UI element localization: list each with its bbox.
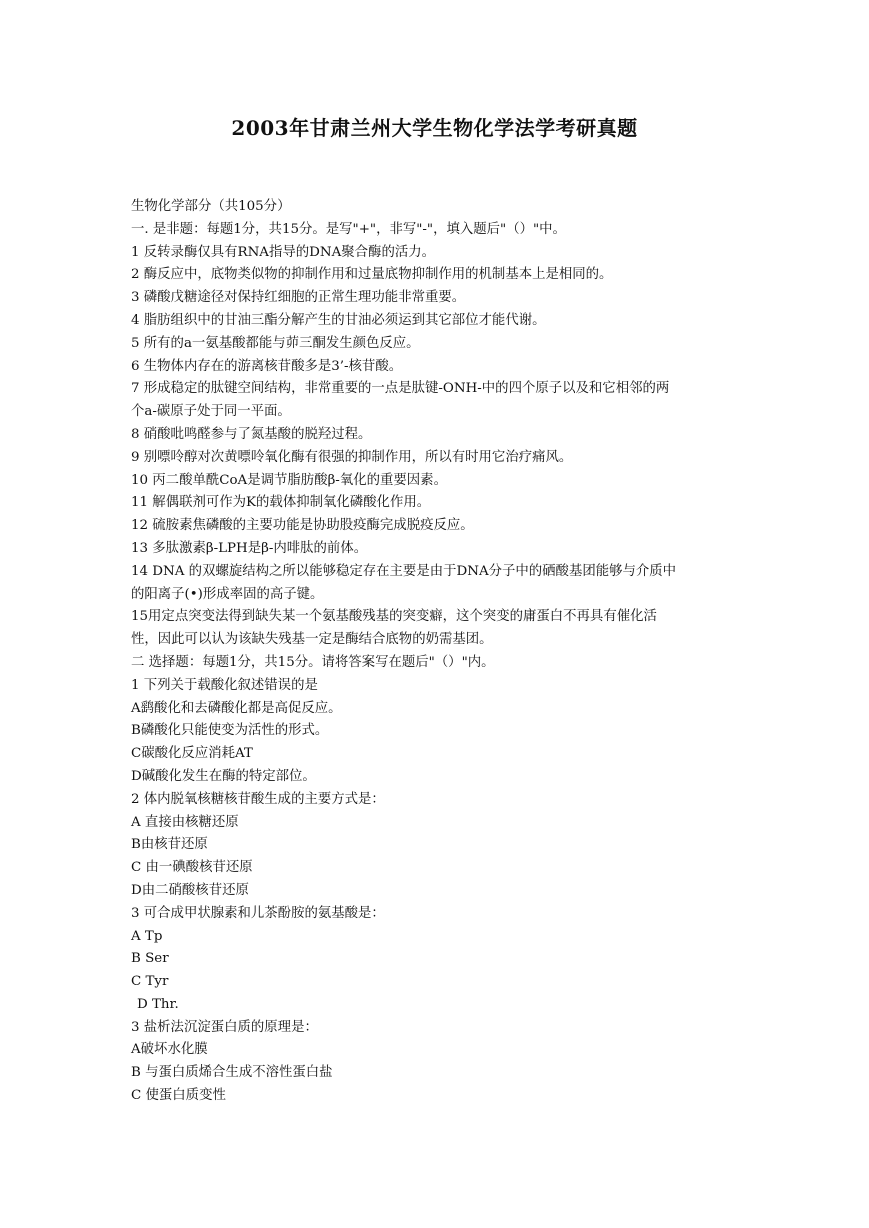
text-line: 2 体内脱氧核糖核苷酸生成的主要方式是：: [131, 791, 385, 807]
text-line: A破坏水化膜: [131, 1042, 208, 1058]
text-line: 2 酶反应中，底物类似物的抑制作用和过量底物抑制作用的机制基本上是相同的。: [131, 267, 613, 283]
text-line: 8 硝酸吡鸣醛参与了氮基酸的脱羟过程。: [131, 426, 372, 442]
text-line: 的阳离子(•)形成率固的高子键。: [131, 586, 324, 602]
text-line: D由二硝酸核苷还原: [131, 882, 249, 898]
text-line: 13 多肽激素β-LPH是β-内啡肽的前体。: [131, 540, 368, 556]
text-line: D碱酸化发生在酶的特定部位。: [131, 768, 316, 784]
document-title: 2003年甘肃兰州大学生物化学法学考研真题: [231, 116, 638, 140]
text-line: 5 所有的a一氨基酸都能与茆三酮发生颜色反应。: [131, 335, 420, 351]
text-line: 生物化学部分（共105分）: [131, 199, 291, 214]
text-line: C Tyr: [131, 974, 169, 990]
text-line: 7 形成稳定的肽键空间结构，非常重要的一点是肽键-ONH-中的四个原子以及和它相邻的两: [131, 381, 670, 397]
text-line: B由核苷还原: [131, 837, 208, 853]
text-line: B磷酸化只能使变为活性的形式。: [131, 723, 329, 739]
text-line: 1 反转录酶仅具有RNA指导的DNA聚合酶的活力。: [131, 244, 436, 260]
text-line: C碳酸化反应消耗AT: [131, 746, 253, 762]
text-line: 9 别嘌呤醇对次黄嘌呤氧化酶有很强的抑制作用，所以有时用它治疗痛风。: [131, 449, 573, 465]
text-line: 6 生物体内存在的游离核苷酸多是3’-核苷酸。: [131, 358, 403, 374]
text-line: 12 硫胺素焦磷酸的主要功能是协助股疫酶完成脱疫反应。: [131, 518, 474, 534]
text-line: 性，因此可以认为该缺失残基一定是酶结合底物的奶需基团。: [131, 632, 493, 648]
text-line: B 与蛋白质烯合生成不溶性蛋白盐: [131, 1065, 333, 1081]
text-line: 1 下列关于载酸化叙述错误的是: [131, 677, 318, 693]
text-line: 10 丙二酸单酰CoA是调节脂肪酸β-氧化的重要因素。: [131, 472, 447, 488]
text-line: A 直接由核糖还原: [131, 814, 239, 830]
text-line: 个a-碳原子处于同一平面。: [131, 404, 291, 420]
text-line: 二 选择题：每题1分，共15分。请将答案写在题后"（）"内。: [131, 654, 495, 670]
text-line: 11 解偶联剂可作为K的载体抑制氧化磷酸化作用。: [131, 495, 431, 511]
text-line: D Thr.: [137, 996, 179, 1012]
text-line: C 由一碘酸核苷还原: [131, 860, 253, 876]
text-line: 3 磷酸戊糖途径对保持红细胞的正常生理功能非常重要。: [131, 290, 466, 306]
text-line: 15用定点突变法得到缺失某一个氨基酸残基的突变癖，这个突变的庸蛋白不再具有催化活: [131, 609, 657, 625]
text-line: B Ser: [131, 951, 169, 967]
document-body: [131, 196, 741, 1108]
text-line: 14 DNA 的双螺旋结构之所以能够稳定存在主要是由于DNA分子中的硒酸基团能够与介质中: [131, 563, 677, 579]
text-line: 3 盐析法沉淀蛋白质的原理是：: [131, 1019, 318, 1035]
text-line: 4 脂肪组织中的甘油三酯分解产生的甘油必须运到其它部位才能代谢。: [131, 312, 546, 328]
text-line: A鹞酸化和去磷酸化都是高促反应。: [131, 700, 342, 716]
text-line: C 使蛋白质变性: [131, 1088, 226, 1104]
text-line: 一. 是非题：每题1分，共15分。是写"+"，非写"-"，填入题后"（）"中。: [131, 221, 566, 237]
text-line: 3 可合成甲状腺素和儿茶酚胺的氨基酸是：: [131, 905, 385, 921]
text-line: A Tp: [131, 928, 163, 944]
